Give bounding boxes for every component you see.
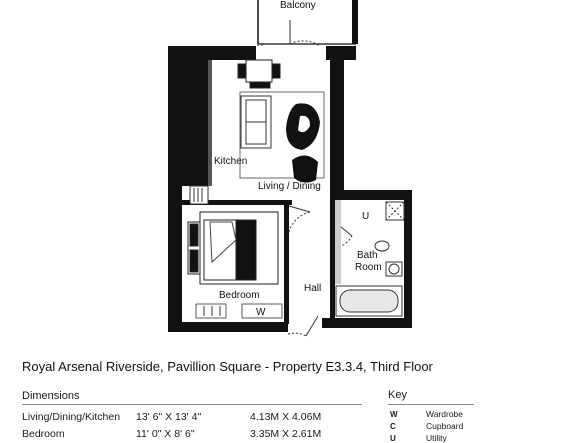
bath-wall-hatch (335, 200, 341, 284)
key-letter: U (390, 434, 396, 443)
dim-room-name: Bedroom (22, 428, 65, 440)
room-label-room: Room (355, 262, 382, 273)
room-label-bath: Bath (357, 250, 378, 261)
balcony-door (258, 20, 320, 46)
room-label-hall: Hall (304, 283, 322, 294)
sofa (241, 96, 271, 148)
kitchen-counter (208, 60, 212, 186)
room-label-kitchen: Kitchen (214, 156, 248, 167)
wardrobe-marker: W (256, 307, 266, 318)
room-label-balcony: Balcony (280, 0, 316, 11)
room-label-bedroom: Bedroom (219, 290, 260, 301)
key-label: Utility (426, 433, 447, 443)
dim-imperial: 11' 0" X 8' 6" (136, 428, 195, 440)
dim-room-name: Living/Dining/Kitchen (22, 411, 121, 423)
key-letter: W (390, 410, 398, 419)
dimensions-heading: Dimensions (22, 390, 80, 402)
property-title: Royal Arsenal Riverside, Pavillion Square - Property E3.3.4, Third Floor (22, 359, 433, 374)
key-label: Cupboard (426, 421, 464, 431)
armchair (292, 155, 318, 182)
key-rule (388, 404, 474, 405)
room-label-living-dining: Living / Dining (258, 181, 321, 192)
key-letter: C (390, 422, 396, 431)
dim-metric: 4.13M X 4.06M (250, 411, 322, 423)
dining-table (238, 60, 280, 88)
dim-metric: 3.35M X 2.61M (250, 428, 322, 440)
key-label: Wardrobe (426, 409, 464, 419)
utility-marker: U (362, 211, 370, 222)
bed (188, 212, 278, 284)
dim-imperial: 13' 6" X 13' 4" (136, 411, 202, 423)
key-heading: Key (388, 389, 407, 401)
dimensions-rule (22, 404, 362, 405)
